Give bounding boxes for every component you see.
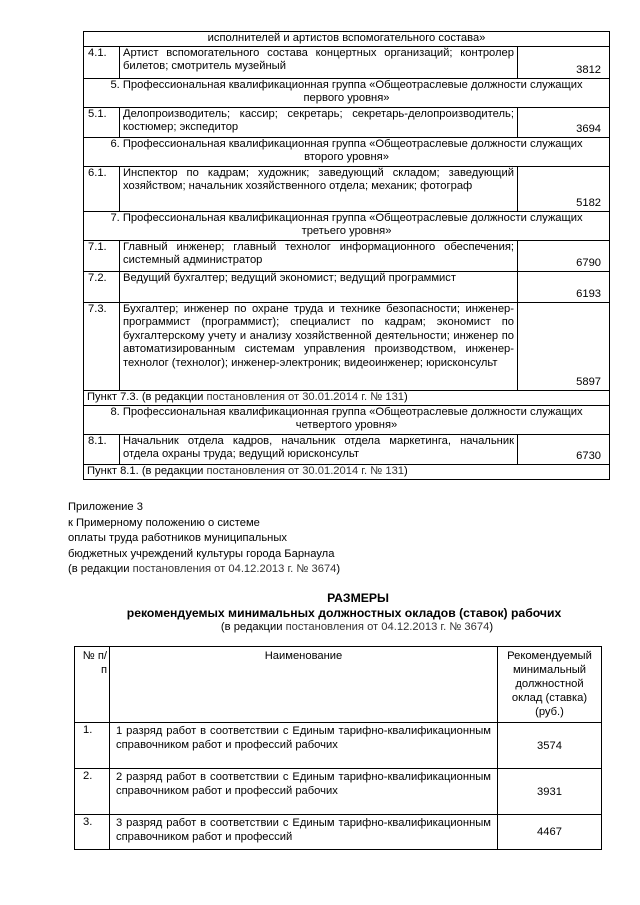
salary-value: 5182 [518, 166, 610, 211]
row-number: 4.1. [84, 46, 120, 78]
work-grade: 2 разряд работ в соответствии с Единым тарифно-квалификационным справочником работ и профессий рабочих [110, 769, 498, 815]
row-number: 7.3. [84, 302, 120, 390]
table-row [84, 240, 610, 271]
appendix-line: Приложение 3 [68, 501, 143, 513]
edit-note [84, 390, 610, 405]
salary-value: 6790 [518, 240, 610, 271]
table-row [84, 32, 610, 47]
table-row [75, 815, 602, 850]
column-header-number: № п/п [75, 647, 110, 723]
edit-note-link[interactable]: постановления от 30.01.2014 г. № 131 [206, 390, 405, 403]
position-names: Ведущий бухгалтер; ведущий экономист; ведущий программист [120, 271, 518, 302]
group-row: 5. Профессиональная квалификационная группа «Общеотраслевые должности служащих первого уровня» [84, 78, 610, 107]
salary-value: 4467 [498, 815, 602, 850]
table-row [84, 137, 610, 166]
edit-note-prefix: Пункт 7.3. (в редакции [87, 390, 207, 403]
appendix-line: к Примерному положению о системе [68, 516, 260, 529]
table-row [84, 166, 610, 211]
group-row: 7. Профессиональная квалификационная группа «Общеотраслевые должности служащих третьего уровня» [84, 211, 610, 240]
position-names: Артист вспомогательного состава концертных организаций; контролер билетов; смотритель музейный [120, 46, 518, 78]
salary-value: 3574 [498, 723, 602, 769]
row-number: 5.1. [84, 107, 120, 137]
position-names: Начальник отдела кадров, начальник отдела маркетинга, начальник отдела охраны труда; ведущий юрисконсульт [120, 434, 518, 464]
row-number: 1. [75, 723, 110, 769]
salary-value: 5897 [518, 302, 610, 390]
position-names: Делопроизводитель; кассир; секретарь; секретарь-делопроизводитель; костюмер; экспедитор [120, 107, 518, 137]
salary-value: 3931 [498, 769, 602, 815]
table-row [84, 302, 610, 390]
table-row [84, 464, 610, 479]
table-header-row [75, 647, 602, 723]
heading-edit-note [37, 621, 640, 633]
salary-table-workers [74, 646, 602, 850]
salary-value: 3694 [518, 107, 610, 137]
edit-note-suffix: ) [404, 464, 408, 477]
group-row: 6. Профессиональная квалификационная группа «Общеотраслевые должности служащих второго уровня» [84, 137, 610, 166]
edit-note-link[interactable]: постановления от 30.01.2014 г. № 131 [206, 464, 405, 477]
appendix-line: бюджетных учреждений культуры города Барнаула [68, 547, 335, 560]
salary-value: 3812 [518, 46, 610, 78]
document-title: РАЗМЕРЫ [327, 591, 389, 605]
row-number: 2. [75, 769, 110, 815]
group-row-continuation: исполнителей и артистов вспомогательного состава» [84, 32, 610, 47]
table-row [84, 271, 610, 302]
appendix-header [68, 500, 340, 578]
edit-note-prefix: (в редакции [220, 621, 286, 633]
edit-note-suffix: ) [336, 563, 341, 575]
table-row [84, 107, 610, 137]
salary-value: 6730 [518, 434, 610, 464]
edit-note-suffix: ) [489, 621, 494, 633]
appendix-edit-note [68, 562, 340, 578]
row-number: 8.1. [84, 434, 120, 464]
edit-note-suffix: ) [404, 390, 408, 403]
row-number: 7.1. [84, 240, 120, 271]
table-row [84, 211, 610, 240]
document-subtitle: рекомендуемых минимальных должностных окладов (ставок) рабочих [126, 606, 562, 620]
row-number: 6.1. [84, 166, 120, 211]
salary-value: 6193 [518, 271, 610, 302]
group-row: 8. Профессиональная квалификационная группа «Общеотраслевые должности служащих четвертого уровня» [84, 405, 610, 434]
work-grade: 3 разряд работ в соответствии с Единым тарифно-квалификационным справочником работ и профессий [110, 815, 498, 850]
edit-note-link[interactable]: постановления от 04.12.2013 г. № 3674 [285, 621, 490, 633]
edit-note [84, 464, 610, 479]
table-row [84, 78, 610, 107]
table-row [84, 405, 610, 434]
edit-note-prefix: Пункт 8.1. (в редакции [87, 464, 207, 477]
work-grade: 1 разряд работ в соответствии с Единым тарифно-квалификационным справочником работ и профессий рабочих [110, 723, 498, 769]
salary-table-employees [83, 31, 610, 480]
edit-note-link[interactable]: постановления от 04.12.2013 г. № 3674 [132, 563, 337, 575]
table-row [84, 390, 610, 405]
position-names: Главный инженер; главный технолог информационного обеспечения; системный администратор [120, 240, 518, 271]
table-row [75, 769, 602, 815]
position-names: Инспектор по кадрам; художник; заведующий складом; заведующий хозяйством; начальник хозяйственного отдела; механик; фотограф [120, 166, 518, 211]
table-row [84, 46, 610, 78]
row-number: 7.2. [84, 271, 120, 302]
table-row [75, 723, 602, 769]
table-row [84, 434, 610, 464]
row-number: 3. [75, 815, 110, 850]
column-header-salary: Рекомендуемый минимальный должностной оклад (ставка) (руб.) [498, 647, 602, 723]
edit-note-prefix: (в редакции [68, 563, 133, 575]
appendix-line: оплаты труда работников муниципальных [68, 532, 287, 544]
position-names: Бухгалтер; инженер по охране труда и технике безопасности; инженер-программист (программист); специалист по кадрам; экономист по бухгалтерскому учету и анализу хозяйственной деятельности; инженер по автоматизированным системам управления производством, инженер-технолог (технолог); инженер-электроник; видеоинженер; юрисконсульт [120, 302, 518, 390]
column-header-name: Наименование [110, 647, 498, 723]
